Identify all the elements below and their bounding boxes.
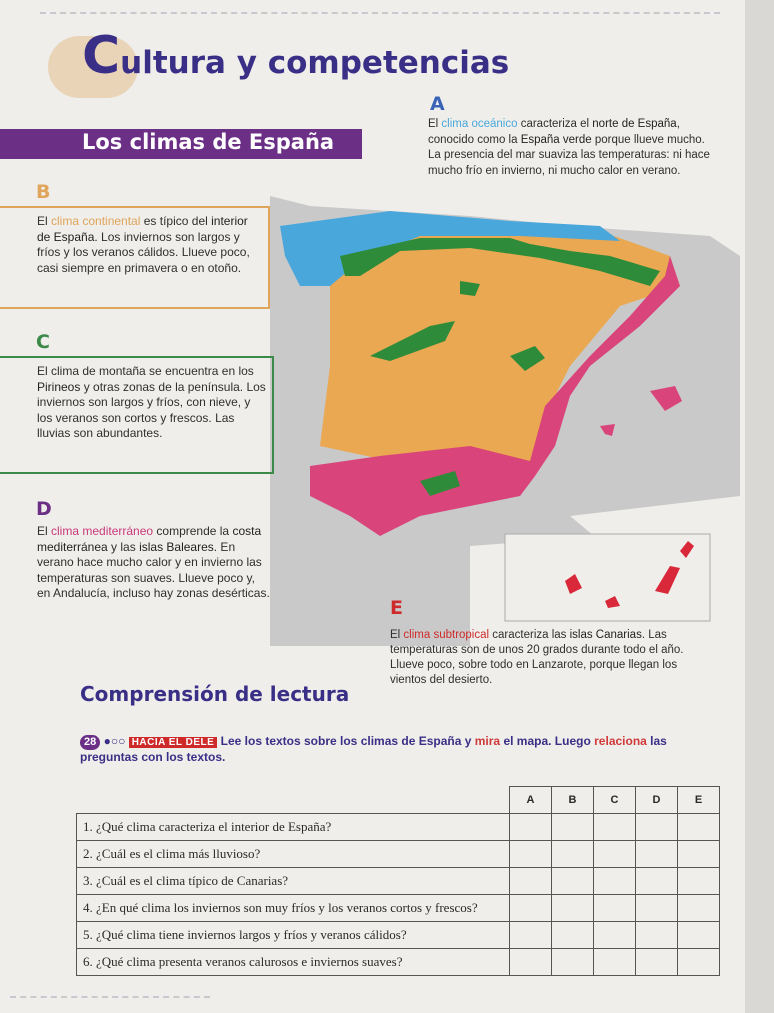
question-text: 4. ¿En qué clima los inviernos son muy fríos y los veranos cortos y frescos? — [77, 895, 510, 922]
text-box-mediterranean: El clima mediterráneo comprende la costa mediterránea y las islas Baleares. En verano hace mucho calor y en invierno las temperaturas son suaves. Llueve poco y, en Andalucía, incluso hay zonas desérticas. — [37, 524, 270, 600]
column-header: E — [678, 787, 720, 814]
question-text: 1. ¿Qué clima caracteriza el interior de España? — [77, 814, 510, 841]
label-e: E — [390, 597, 403, 619]
answer-cell[interactable] — [552, 841, 594, 868]
answer-cell[interactable] — [552, 868, 594, 895]
dele-tag: HACIA EL DELE — [129, 737, 218, 748]
table-row — [77, 868, 720, 895]
exercise-instructions: 28 ●○○ HACIA EL DELE Lee los textos sobre los climas de España y mira el mapa. Luego relaciona las preguntas con los textos. — [80, 734, 667, 764]
question-text: 2. ¿Cuál es el clima más lluvioso? — [77, 841, 510, 868]
answer-cell[interactable] — [636, 814, 678, 841]
answer-cell[interactable] — [636, 841, 678, 868]
answer-cell[interactable] — [510, 814, 552, 841]
answer-cell[interactable] — [594, 949, 636, 976]
answer-cell[interactable] — [678, 841, 720, 868]
answer-cell[interactable] — [510, 895, 552, 922]
label-b: B — [36, 181, 51, 203]
text-box-mountain: El clima de montaña se encuentra en los Pirineos y otras zonas de la península. Los inviernos son largos y fríos, con nieve, y los veranos son cortos y frescos. Las lluvias son abundantes. — [0, 356, 274, 474]
answer-cell[interactable] — [510, 841, 552, 868]
book-gutter — [745, 0, 774, 1013]
answer-cell[interactable] — [678, 922, 720, 949]
climate-map-spain — [270, 196, 740, 646]
answer-cell[interactable] — [678, 814, 720, 841]
answer-cell[interactable] — [552, 922, 594, 949]
answer-cell[interactable] — [510, 949, 552, 976]
matching-table — [76, 786, 720, 976]
difficulty-dots: ●○○ — [103, 734, 126, 748]
label-a: A — [430, 93, 445, 115]
answer-cell[interactable] — [594, 922, 636, 949]
exercise-number: 28 — [80, 735, 100, 750]
answer-cell[interactable] — [636, 949, 678, 976]
answer-cell[interactable] — [678, 895, 720, 922]
table-row — [77, 949, 720, 976]
decorative-dashed-line — [40, 12, 720, 14]
answer-cell[interactable] — [510, 922, 552, 949]
reading-section-title: Comprensión de lectura — [80, 682, 350, 706]
answer-cell[interactable] — [636, 895, 678, 922]
table-row — [77, 814, 720, 841]
table-row — [77, 895, 720, 922]
text-box-continental: El clima continental es típico del interior de España. Los inviernos son largos y fríos y los veranos cálidos. Llueve poco, casi siempre en primavera o en otoño. — [0, 206, 270, 309]
question-text: 5. ¿Qué clima tiene inviernos largos y fríos y veranos cálidos? — [77, 922, 510, 949]
column-header: D — [636, 787, 678, 814]
answer-cell[interactable] — [594, 814, 636, 841]
table-header-row — [77, 787, 720, 814]
answer-cell[interactable] — [510, 868, 552, 895]
column-header: C — [594, 787, 636, 814]
column-header: B — [552, 787, 594, 814]
table-row — [77, 922, 720, 949]
answer-cell[interactable] — [594, 841, 636, 868]
answer-cell[interactable] — [552, 895, 594, 922]
answer-cell[interactable] — [594, 868, 636, 895]
table-row — [77, 841, 720, 868]
answer-cell[interactable] — [636, 868, 678, 895]
page-title: Cultura y competencias — [82, 26, 510, 86]
label-c: C — [36, 331, 50, 353]
text-box-subtropical: El clima subtropical caracteriza las islas Canarias. Las temperaturas son de unos 20 grados durante todo el año. Llueve poco, sobre todo en Lanzarote, porque llegan los vientos del desierto. — [390, 629, 684, 686]
answer-cell[interactable] — [594, 895, 636, 922]
question-text: 6. ¿Qué clima presenta veranos calurosos e inviernos suaves? — [77, 949, 510, 976]
text-box-oceanic: El clima oceánico caracteriza el norte de España, conocido como la España verde porque llueve mucho. La presencia del mar suaviza las temperaturas: ni hace mucho frío en invierno, ni mucho calor en verano. — [428, 118, 710, 177]
answer-cell[interactable] — [678, 949, 720, 976]
answer-cell[interactable] — [552, 949, 594, 976]
label-d: D — [36, 498, 52, 520]
answer-cell[interactable] — [678, 868, 720, 895]
answer-cell[interactable] — [552, 814, 594, 841]
decorative-dashed-line — [10, 996, 210, 998]
map-canarias-inset — [505, 534, 710, 621]
question-text: 3. ¿Cuál es el clima típico de Canarias? — [77, 868, 510, 895]
column-header: A — [510, 787, 552, 814]
section-banner-title: Los climas de España — [82, 130, 335, 154]
answer-cell[interactable] — [636, 922, 678, 949]
